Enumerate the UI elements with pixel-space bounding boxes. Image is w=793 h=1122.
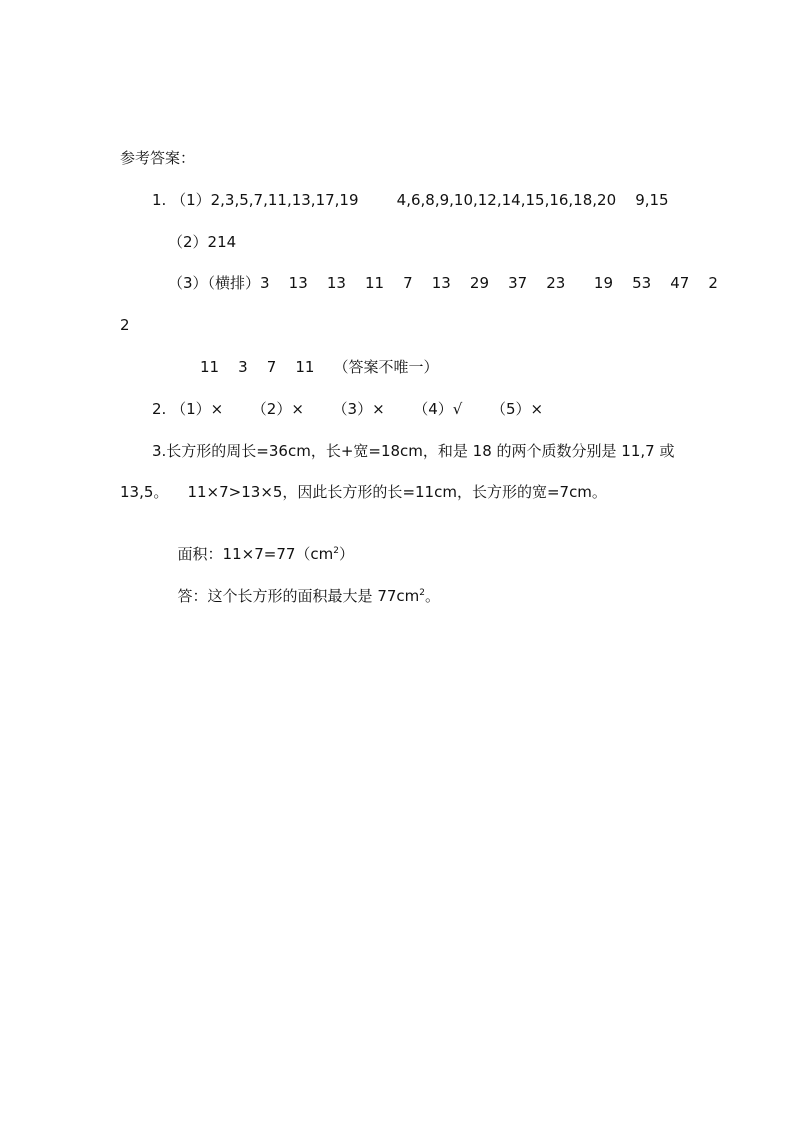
q1-part2: （2）214 <box>168 233 237 251</box>
q3-final-answer <box>168 566 441 605</box>
q3-final-answer-end: 。 <box>425 587 441 605</box>
q3-line1: 3.长方形的周长=36cm，长+宽=18cm，和是 18 的两个质数分别是 11,7 或 <box>152 442 675 460</box>
q1-part3-line1: （3）（横排）3 13 13 11 7 13 29 37 23 19 53 47 2 <box>168 274 718 292</box>
q3-area-text: 面积：11×7=77（cm <box>177 545 334 563</box>
q3-area-exponent: 2 <box>333 546 339 556</box>
q3-final-answer-text: 答：这个长方形的面积最大是 77cm <box>177 587 420 605</box>
q3-final-answer-exponent: 2 <box>419 588 425 598</box>
q1-part3-line3: 11 3 7 11 （答案不唯一） <box>200 358 439 376</box>
q1-part1: 1. （1）2,3,5,7,11,13,17,19 4,6,8,9,10,12,14,15,16,18,20 9,15 <box>152 191 669 209</box>
q3-area-close: ） <box>339 545 355 563</box>
q1-part3-line2: 2 <box>120 316 130 334</box>
answer-key-heading: 参考答案： <box>120 149 196 167</box>
q3-line2: 13,5。 11×7>13×5，因此长方形的长=11cm，长方形的宽=7cm。 <box>120 483 607 501</box>
q2-answers: 2. （1）× （2）× （3）× （4）√ （5）× <box>152 400 544 418</box>
